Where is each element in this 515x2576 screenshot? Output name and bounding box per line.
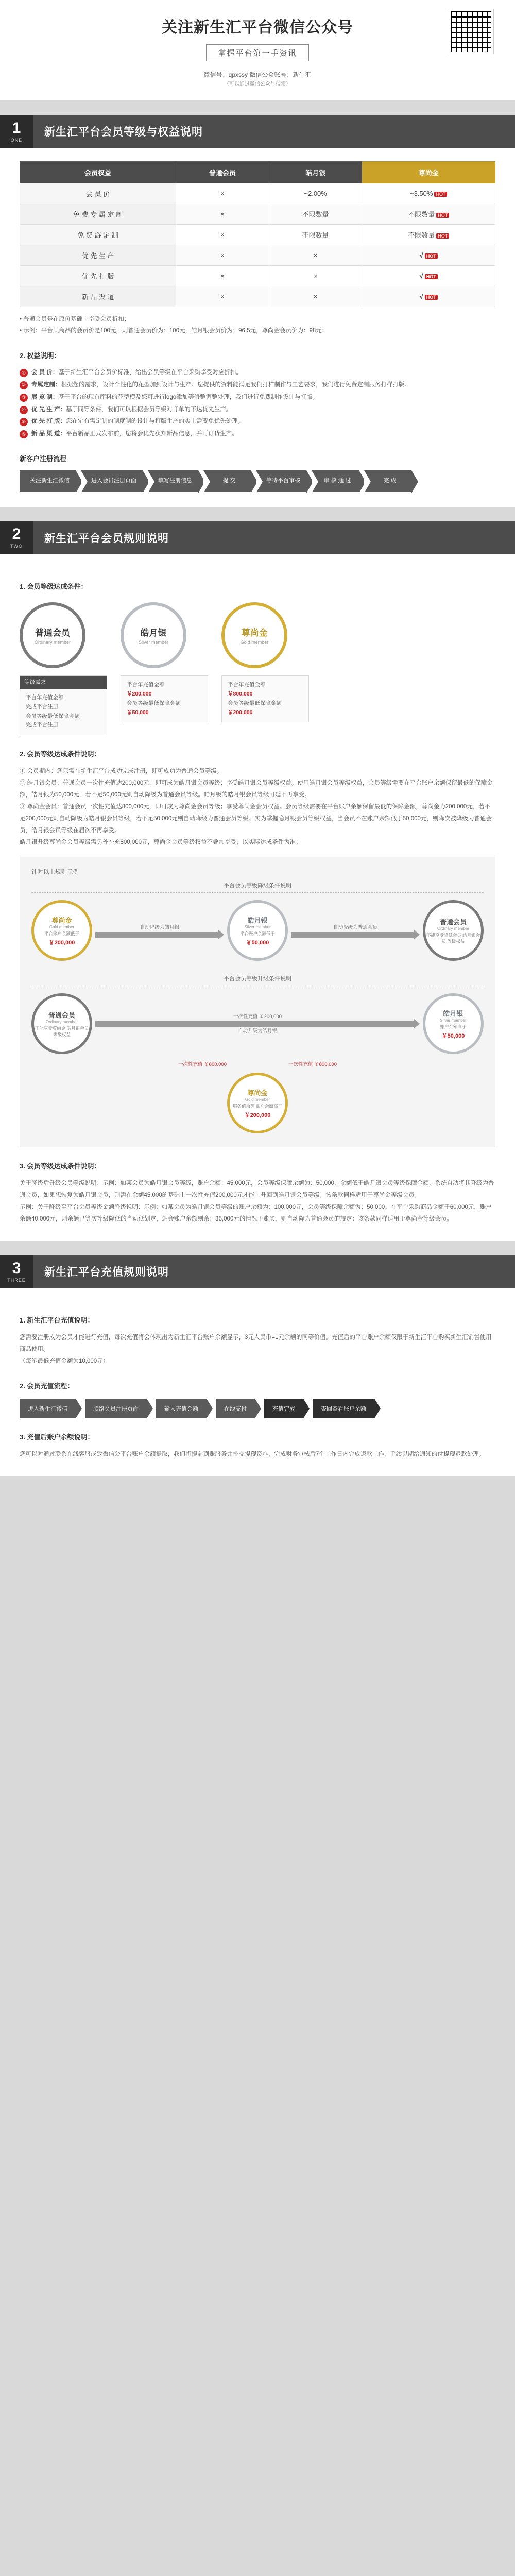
list-item [20, 367, 495, 379]
section-1-title: 新生汇平台会员等级与权益说明 [44, 126, 203, 139]
list-item [20, 380, 495, 391]
recharge-rule-warning: （每笔最低充值金额为10,000元） [20, 1358, 109, 1365]
list-badge: ⑥ [20, 430, 28, 438]
node-en: Ordinary member [437, 926, 470, 931]
diagram-label: 针对以上规则示例 [31, 869, 79, 876]
tier-name: 普通会员 [35, 628, 70, 638]
node-en: Silver member [244, 924, 271, 929]
node-value: ￥50,000 [246, 939, 269, 946]
tier-name: 皓月银 [140, 628, 167, 638]
req-line: 会员等级最低保障金额 [127, 700, 181, 706]
cell-ordinary: × [176, 245, 269, 266]
tier-ordinary [20, 602, 107, 735]
req-amount: ￥200,000 [127, 690, 152, 697]
header-meta [21, 70, 494, 89]
cell-gold [362, 286, 495, 307]
tier-rule-3: ③ 尊尚金会员：普通会员一次性充值达800,000元，即可成为尊尚金会员等级；享受尊尚金会员权益。会员等级需要在平台账户余额保留最低的保障金额，尊尚金为200,000元，若不足200,000元则自动降级为皓月银会员等级，若不足50,000元则自动降级为普通会员等级。实为掌握隐月银会员等级权益，当会员不在账户余额低于50,000元，则降次被降级为普通会员，皓月银会员等级在届次不再享受。 [20, 804, 492, 834]
flow-step: 提 交 [203, 470, 251, 492]
cell-ordinary: × [176, 225, 269, 245]
tier-requirement-box-gold [221, 675, 309, 722]
upgrade-diagram-title: 平台会员等级升级条件说明 [31, 974, 484, 986]
cell-silver: × [269, 245, 362, 266]
flow-step: 等待平台审核 [256, 470, 306, 492]
tier-rule-highlight: 皓月银升级尊尚金会员等级需另外补充800,000元，尊尚金会员等级权益不叠加享受，以实际达成条件为准； [20, 839, 302, 846]
node-title: 皓月银 [247, 916, 268, 924]
cell-label: 免 费 专 属 定 制 [20, 204, 176, 225]
item-bold: 新 品 渠 道： [31, 431, 66, 437]
list-badge: ④ [20, 406, 28, 414]
item-bold: 会 员 价： [31, 369, 59, 376]
rights-explain-list [20, 367, 495, 440]
hot-badge-icon: HOT [434, 192, 447, 197]
th-ordinary: 普通会员 [176, 162, 269, 183]
recharge-step: 查回查看账户余额 [313, 1399, 374, 1418]
list-badge: ⑤ [20, 418, 28, 426]
node-desc: 平台账户余额低于 [44, 930, 79, 936]
node-desc: 不能享受降低会员 皓月银会员 等级权益 [426, 932, 480, 944]
item-bold: 优 先 打 版： [31, 418, 66, 425]
req-amount: ￥800,000 [228, 690, 253, 697]
list-item [20, 392, 495, 403]
box-title: 等级需求 [20, 676, 107, 689]
cell-silver: × [269, 286, 362, 307]
th-rights: 会员权益 [20, 162, 176, 183]
section-1-banner [0, 115, 515, 148]
cell-gold-text: √ [419, 272, 423, 280]
cell-silver: × [269, 266, 362, 286]
arrow-label: 一次性充值 ￥200,000 [233, 1013, 282, 1020]
req-line: 完成平台注册 [26, 703, 58, 710]
arrow-bar-icon [95, 932, 218, 938]
section-1-num-en: ONE [10, 137, 23, 143]
tier-circle-silver [121, 602, 186, 668]
tier-name-en: Ordinary member [34, 639, 71, 645]
item-bold: 优 先 生 产： [31, 406, 66, 413]
page-header [0, 0, 515, 100]
diagram-node-silver-2 [423, 993, 484, 1054]
cell-label: 免 费 游 定 制 [20, 225, 176, 245]
cell-gold [362, 204, 495, 225]
upgrade-diagram-top [31, 993, 484, 1054]
table-row [20, 204, 495, 225]
item-text: 基于新生汇平台会员价标准，给出会员等级在平台采购享受对应折扣。 [58, 369, 242, 376]
tier-circle-gold [221, 602, 287, 668]
rights-explain-heading: 2. 权益说明： [20, 352, 61, 360]
section-2-number [0, 521, 33, 554]
downgrade-arrow-2 [288, 923, 423, 938]
cell-gold [362, 245, 495, 266]
tier-circle-ordinary [20, 602, 85, 668]
req-line: 会员等级最低保障金额 [228, 700, 282, 706]
extra-rule-2: 示例：关于降级至平台会员等级金额降级说明：示例：如某会员为皓月银会员等级的账户余额为：100,000元，会员等级保障余额为：50,000。在平台采购商品金额于60,000元，账户余额40,000元，则余额已等次等级降低的自动低划定，站会账户余额则余：35,000元的情况下账买，则自动降为普通会员的规定；该条款同样适用于尊尚金等级会员。 [20, 1204, 492, 1223]
recharge-step: 在线支付 [216, 1399, 255, 1418]
cell-silver: 不限数量 [269, 225, 362, 245]
tier-circles-row [20, 602, 495, 735]
registration-flow [20, 470, 495, 492]
node-title: 普通会员 [439, 918, 467, 926]
cell-label: 新 品 渠 道 [20, 286, 176, 307]
cell-ordinary: × [176, 286, 269, 307]
tier-name-en: Silver member [138, 639, 168, 645]
cell-ordinary: × [176, 266, 269, 286]
balance-note-text: 您可以对通过联系在线客服或致微信公平台账户余额提取，我们将提前到账服务并排交提现资料，完成财务审核后7个工作日内完成退款工作，手续以期给通知的付提现退款处理。 [20, 1451, 485, 1458]
cell-label: 优 先 生 产 [20, 245, 176, 266]
diagram-node-ordinary-2 [31, 993, 92, 1054]
item-text: 平台新品正式发布前，您将会优先获知新品信息，并可订货生产。 [66, 431, 238, 437]
flow-step: 审 核 通 过 [312, 470, 359, 492]
section-3-num-text: 3 [12, 1259, 21, 1277]
list-badge: ③ [20, 394, 28, 402]
wechat-id-line: 微信号：qpxssy 微信公众账号：新生汇 [203, 71, 312, 78]
section-3-number [0, 1255, 33, 1288]
node-desc: 服务值余额 账户余额高于 [233, 1103, 282, 1109]
table-row [20, 266, 495, 286]
tier-condition-heading: 1. 会员等级达成条件： [20, 582, 88, 590]
node-en: Gold member [49, 924, 75, 929]
cell-gold-text: √ [419, 293, 423, 301]
diagonal-label-right: 一次性充值 ￥800,000 [288, 1062, 337, 1068]
header-subtitle: 掌握平台第一手资讯 [206, 44, 308, 61]
recharge-rule-heading: 1. 新生汇平台充值说明： [20, 1316, 94, 1325]
node-en: Ordinary member [45, 1019, 78, 1024]
section-2-title: 新生汇平台会员规则说明 [44, 532, 169, 545]
tier-gold [221, 602, 309, 722]
recharge-flow [20, 1399, 495, 1418]
hot-badge-icon: HOT [425, 274, 438, 279]
section-2-banner [0, 521, 515, 554]
req-line: 平台年充值金额 [127, 681, 165, 688]
page-title: 关注新生汇平台微信公众号 [162, 19, 353, 36]
registration-flow-heading: 新客户注册流程 [20, 455, 67, 463]
diagram-node-gold [31, 900, 92, 961]
cell-gold-text: ~3.50% [410, 190, 433, 198]
node-en: Gold member [245, 1097, 270, 1102]
page-bottom-space [0, 1476, 515, 2558]
table-row [20, 225, 495, 245]
arrow-bar-icon [95, 1021, 414, 1027]
node-en: Silver member [440, 1018, 467, 1023]
req-amount: ￥50,000 [127, 709, 149, 716]
cell-ordinary: × [176, 183, 269, 204]
tier-requirement-box-ordinary [20, 675, 107, 735]
cell-label: 会 员 价 [20, 183, 176, 204]
flow-step: 关注新生汇微信 [20, 470, 76, 492]
section-3-panel [0, 1288, 515, 1476]
cell-gold-text: 不限数量 [408, 231, 435, 240]
cell-ordinary: × [176, 204, 269, 225]
diagram-node-silver [227, 900, 288, 961]
table-body [20, 183, 495, 307]
list-badge: ① [20, 369, 28, 377]
node-value: ￥200,000 [48, 939, 75, 946]
diagram-node-ordinary [423, 900, 484, 961]
upgrade-diagram-bottom [31, 1073, 484, 1133]
recharge-rule-text: 您需要注册成为会员才能进行充值，每次充值将会体现出为新生汇平台账户余额显示，3元人民币=1元余额的同等价值。充值后的平台账户余额仅限于新生汇平台购买新生汇销售使用商品使用。 [20, 1334, 492, 1353]
cell-gold [362, 183, 495, 204]
upgrade-diagonal-labels [31, 1060, 484, 1067]
recharge-flow-heading: 2. 会员充值流程： [20, 1382, 74, 1391]
diagram-node-gold-2 [227, 1073, 288, 1133]
tier-rules-heading: 2. 会员等级达成条件说明： [20, 750, 101, 758]
req-line: 会员等级最低保障金额 [26, 713, 80, 719]
tier-rule-2: ② 皓月银会员：普通会员一次性充值达200,000元，即可成为皓月银会员等级；享受皓月银会员等级权益。使用皓月银会员等级权益，会员等级需要在平台账户余额保留最低的保障金额，皓月银为50,000元，若不足50,000元则自动降级为普通会员等级。皓月级的皓月银会员等级可延不再享受。 [20, 780, 493, 799]
cell-gold [362, 225, 495, 245]
upgrade-diagram-wrap [31, 974, 484, 1133]
flow-step: 填写注册信息 [148, 470, 198, 492]
cell-silver: 不限数量 [269, 204, 362, 225]
tier-rule-1: ① 会员期内：您只需在新生汇平台成功完成注册，即可成功为普通会员等级。 [20, 768, 223, 775]
recharge-step: 联络会员注册页面 [85, 1399, 147, 1418]
arrow-label-2: 自动升级为皓月银 [237, 1028, 277, 1034]
item-bold: 专属定制： [31, 381, 61, 388]
th-silver: 皓月银 [269, 162, 362, 183]
cell-gold-text: √ [419, 251, 423, 260]
recharge-step: 进入新生汇微信 [20, 1399, 76, 1418]
section-1-num-text: 1 [12, 119, 21, 137]
node-value: ￥200,000 [244, 1112, 271, 1118]
balance-note-heading: 3. 充值后账户余额说明： [20, 1433, 94, 1442]
item-text: 基于平台的现有库料的花型模及您可进行logo添加等修整调整处理，我们进行免费制作设计与打版。 [58, 394, 319, 400]
table-row [20, 183, 495, 204]
table-row [20, 286, 495, 307]
wechat-note: （可以通过微信公众号搜索） [224, 81, 291, 88]
section-1-notes-top [20, 314, 495, 337]
item-text: 您在定有需定制的制度制的设计与打版生产的实上需要免优先处理。 [66, 418, 244, 425]
req-line: 平台年充值金额 [26, 694, 64, 701]
arrow-bar-icon [291, 932, 414, 938]
hot-badge-icon: HOT [425, 295, 438, 300]
diagonal-label-left: 一次性充值 ￥800,000 [178, 1062, 227, 1068]
node-title: 尊尚金 [247, 1089, 268, 1097]
section-3-num-en: THREE [7, 1277, 26, 1283]
node-desc: 账户余额高于 [440, 1024, 467, 1029]
section-2-panel [0, 554, 515, 1241]
tier-silver [121, 602, 208, 722]
item-bold: 展 览 制： [31, 394, 59, 400]
cell-label: 优 先 打 版 [20, 266, 176, 286]
downgrade-arrow-1 [92, 923, 227, 938]
qr-code-icon [449, 9, 493, 54]
list-badge: ② [20, 381, 28, 389]
tier-diagrams [20, 857, 495, 1147]
section-1-panel [0, 148, 515, 507]
flow-step: 进入会员注册页面 [81, 470, 143, 492]
node-title: 尊尚金 [52, 916, 72, 924]
hot-badge-icon: HOT [436, 233, 449, 239]
section-1-number [0, 115, 33, 148]
note-line: • 普通会员是在原价基础上享受会员折扣； [20, 316, 130, 323]
node-title: 皓月银 [443, 1009, 464, 1018]
hot-badge-icon: HOT [436, 213, 449, 218]
downgrade-diagram-title: 平台会员等级降级条件说明 [31, 881, 484, 893]
list-item [20, 416, 495, 428]
tier-name: 尊尚金 [241, 628, 268, 638]
flow-step: 完 成 [364, 470, 411, 492]
extra-rules-heading: 3. 会员等级达成条件说明： [20, 1162, 101, 1171]
list-item [20, 404, 495, 416]
section-2-num-text: 2 [12, 526, 21, 543]
req-line: 完成平台注册 [26, 722, 58, 728]
node-desc: 不能享受尊尚金 皓月银会员 等级权益 [35, 1025, 89, 1037]
list-item [20, 429, 495, 440]
req-line: 平台年充值金额 [228, 681, 266, 688]
tier-requirement-box-silver [121, 675, 208, 722]
cell-silver: ~2.00% [269, 183, 362, 204]
node-desc: 平台账户余额低于 [239, 930, 275, 936]
note-line: • 示例：平台某商品的会员价是100元，则普通会员价为：100元，皓月银会员价为：96.5元，尊尚金会员价为：98元； [20, 328, 328, 334]
member-rights-table [20, 161, 495, 307]
table-header-row [20, 162, 495, 183]
recharge-step: 充值完成 [264, 1399, 303, 1418]
node-value: ￥50,000 [441, 1032, 465, 1039]
arrow-label: 自动降级为皓月银 [140, 925, 179, 931]
arrow-label: 自动降级为普通会员 [333, 925, 377, 931]
section-3-title: 新生汇平台充值规则说明 [44, 1266, 169, 1279]
cell-gold [362, 266, 495, 286]
req-amount: ￥200,000 [228, 709, 253, 716]
tier-name-en: Gold member [240, 639, 269, 645]
section-2-num-en: TWO [10, 544, 23, 549]
node-title: 普通会员 [48, 1011, 75, 1019]
extra-rule-1: 关于降级后升级会员等级说明：示例：如某会员为皓月银会员等级，账户余额：45,000元，会员等级保障余额为：50,000，余额低于皓月银会员等级保障金额，系统自动将其降级为普通会员，如果想恢复为皓月银会员，则需在余额45,000的基础上一次性充值200,000元才能上升回到皓月银会员等级；该条款同样适用于尊尚金等级会员； [20, 1180, 494, 1199]
downgrade-diagram [31, 900, 484, 961]
hot-badge-icon: HOT [425, 253, 438, 259]
th-gold: 尊尚金 [362, 162, 495, 183]
item-text: 根据您的需求，设计个性化的花型加到设计与生产。您提供的资料能满足我们打样制作与工艺要求，我们进行免费定制服务打样打版。 [61, 381, 410, 388]
recharge-step: 输入充值金额 [156, 1399, 207, 1418]
item-text: 基于同等条件，我们可以根据会员等级对订单的下达优先生产。 [66, 406, 232, 413]
cell-gold-text: 不限数量 [408, 211, 435, 219]
upgrade-arrow-1 [92, 1012, 423, 1036]
section-3-banner [0, 1255, 515, 1288]
table-row [20, 245, 495, 266]
